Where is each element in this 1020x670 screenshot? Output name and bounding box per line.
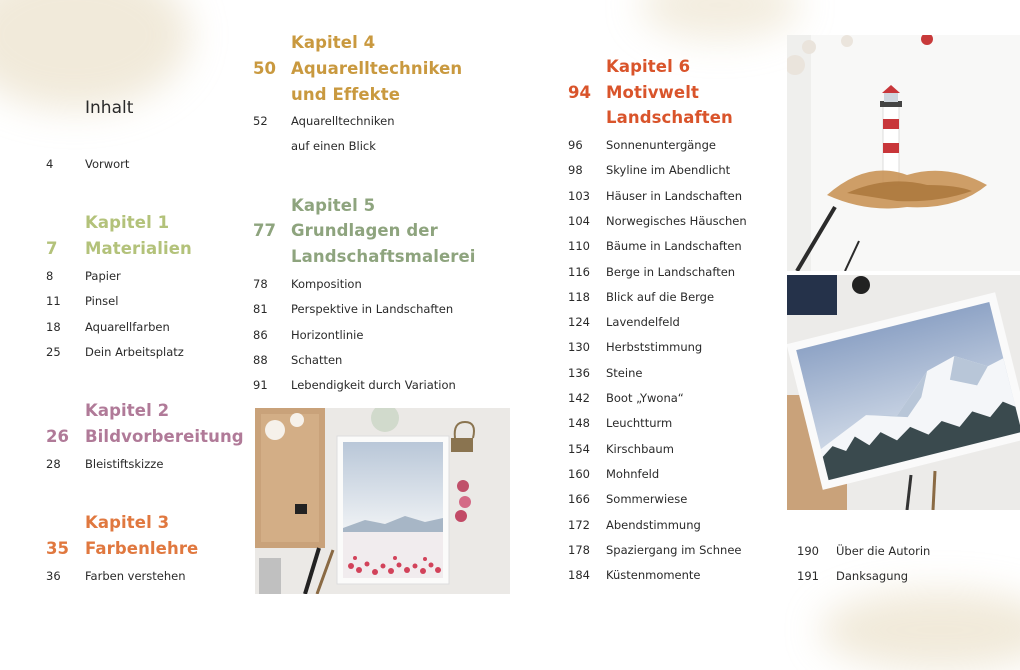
- kapitel1-title[interactable]: Materialien: [85, 239, 192, 258]
- photo-watercolor-lighthouse: [787, 35, 1020, 271]
- toc-entry[interactable]: Über die Autorin: [836, 544, 931, 558]
- toc-page: 91: [253, 378, 268, 392]
- toc-page: 8: [46, 269, 54, 283]
- toc-entry[interactable]: Komposition: [291, 277, 362, 291]
- toc-entry[interactable]: Horizontlinie: [291, 328, 364, 342]
- kapitel5-page: 77: [253, 221, 276, 240]
- toc-page: 136: [568, 366, 590, 380]
- toc-entry[interactable]: Bäume in Landschaften: [606, 239, 742, 253]
- vorwort-page: 4: [46, 157, 54, 171]
- toc-page: 184: [568, 568, 590, 582]
- kapitel2-page: 26: [46, 427, 69, 446]
- toc-entry[interactable]: Steine: [606, 366, 643, 380]
- kapitel4-label: Kapitel 4: [291, 33, 376, 52]
- toc-page: 166: [568, 492, 590, 506]
- toc-entry[interactable]: Dein Arbeitsplatz: [85, 345, 184, 359]
- toc-page: 110: [568, 239, 590, 253]
- toc-entry[interactable]: Mohnfeld: [606, 467, 660, 481]
- toc-page: 190: [797, 544, 819, 558]
- toc-page: 88: [253, 353, 268, 367]
- kapitel6-title-line2[interactable]: Landschaften: [606, 108, 733, 127]
- photo-watercolor-poppy-field: [255, 408, 510, 594]
- toc-title: Inhalt: [85, 98, 134, 118]
- toc-page: 98: [568, 163, 583, 177]
- toc-page: 178: [568, 543, 590, 557]
- toc-page: 81: [253, 302, 268, 316]
- watercolor-wash-top-center: [640, 0, 800, 40]
- toc-entry[interactable]: Küstenmomente: [606, 568, 701, 582]
- toc-page: 116: [568, 265, 590, 279]
- toc-entry[interactable]: Farben verstehen: [85, 569, 186, 583]
- vorwort-label[interactable]: Vorwort: [85, 157, 130, 171]
- kapitel4-title-line1[interactable]: Aquarelltechniken: [291, 59, 463, 78]
- kapitel1-page: 7: [46, 239, 58, 258]
- toc-page: 86: [253, 328, 268, 342]
- toc-entry[interactable]: Schatten: [291, 353, 343, 367]
- toc-page: 118: [568, 290, 590, 304]
- kapitel3-label: Kapitel 3: [85, 513, 170, 532]
- toc-page: 148: [568, 416, 590, 430]
- toc-entry[interactable]: Häuser in Landschaften: [606, 189, 742, 203]
- toc-entry[interactable]: Lavendelfeld: [606, 315, 680, 329]
- watercolor-wash-top-left: [0, 0, 190, 110]
- kapitel6-label: Kapitel 6: [606, 57, 691, 76]
- toc-entry[interactable]: Herbststimmung: [606, 340, 703, 354]
- toc-entry[interactable]: Bleistiftskizze: [85, 457, 164, 471]
- toc-entry[interactable]: Pinsel: [85, 294, 119, 308]
- kapitel3-title[interactable]: Farbenlehre: [85, 539, 199, 558]
- toc-entry[interactable]: Blick auf die Berge: [606, 290, 715, 304]
- toc-page: 172: [568, 518, 590, 532]
- toc-entry[interactable]: Skyline im Abendlicht: [606, 163, 731, 177]
- toc-page: 96: [568, 138, 583, 152]
- kapitel5-label: Kapitel 5: [291, 196, 376, 215]
- toc-entry[interactable]: Perspektive in Landschaften: [291, 302, 454, 316]
- toc-entry[interactable]: Abendstimmung: [606, 518, 701, 532]
- toc-page: 130: [568, 340, 590, 354]
- toc-page: 52: [253, 114, 268, 128]
- toc-entry[interactable]: Leuchtturm: [606, 416, 673, 430]
- toc-entry[interactable]: Sommerwiese: [606, 492, 688, 506]
- toc-entry[interactable]: Sonnenuntergänge: [606, 138, 716, 152]
- toc-page: 78: [253, 277, 268, 291]
- toc-page: 160: [568, 467, 590, 481]
- toc-page: 103: [568, 189, 590, 203]
- kapitel4-page: 50: [253, 59, 276, 78]
- toc-entry[interactable]: Boot „Ywona“: [606, 391, 684, 405]
- toc-page: 154: [568, 442, 590, 456]
- kapitel4-title-line2[interactable]: und Effekte: [291, 85, 401, 104]
- toc-entry[interactable]: Kirschbaum: [606, 442, 674, 456]
- toc-entry[interactable]: Papier: [85, 269, 121, 283]
- toc-page: 104: [568, 214, 590, 228]
- toc-entry[interactable]: Aquarelltechniken: [291, 114, 395, 128]
- kapitel3-page: 35: [46, 539, 69, 558]
- toc-entry[interactable]: Aquarellfarben: [85, 320, 170, 334]
- toc-page: 18: [46, 320, 61, 334]
- kapitel5-title-line2[interactable]: Landschaftsmalerei: [291, 247, 476, 266]
- kapitel2-label: Kapitel 2: [85, 401, 170, 420]
- toc-page: 25: [46, 345, 61, 359]
- kapitel5-title-line1[interactable]: Grundlagen der: [291, 221, 438, 240]
- kapitel2-title[interactable]: Bildvorbereitung: [85, 427, 244, 446]
- toc-page: 11: [46, 294, 61, 308]
- kapitel1-label: Kapitel 1: [85, 213, 170, 232]
- toc-page: 142: [568, 391, 590, 405]
- toc-page: 124: [568, 315, 590, 329]
- kapitel6-title-line1[interactable]: Motivwelt: [606, 83, 699, 102]
- toc-entry-continued[interactable]: auf einen Blick: [291, 139, 376, 153]
- toc-entry[interactable]: Lebendigkeit durch Variation: [291, 378, 456, 392]
- toc-page: 191: [797, 569, 819, 583]
- toc-entry[interactable]: Spaziergang im Schnee: [606, 543, 742, 557]
- toc-page: 36: [46, 569, 61, 583]
- photo-watercolor-snowy-mountains: [787, 275, 1020, 510]
- toc-page: 28: [46, 457, 61, 471]
- kapitel6-page: 94: [568, 83, 591, 102]
- toc-entry[interactable]: Norwegisches Häuschen: [606, 214, 747, 228]
- watercolor-wash-bottom-right: [820, 590, 1020, 670]
- toc-entry[interactable]: Danksagung: [836, 569, 909, 583]
- toc-entry[interactable]: Berge in Landschaften: [606, 265, 736, 279]
